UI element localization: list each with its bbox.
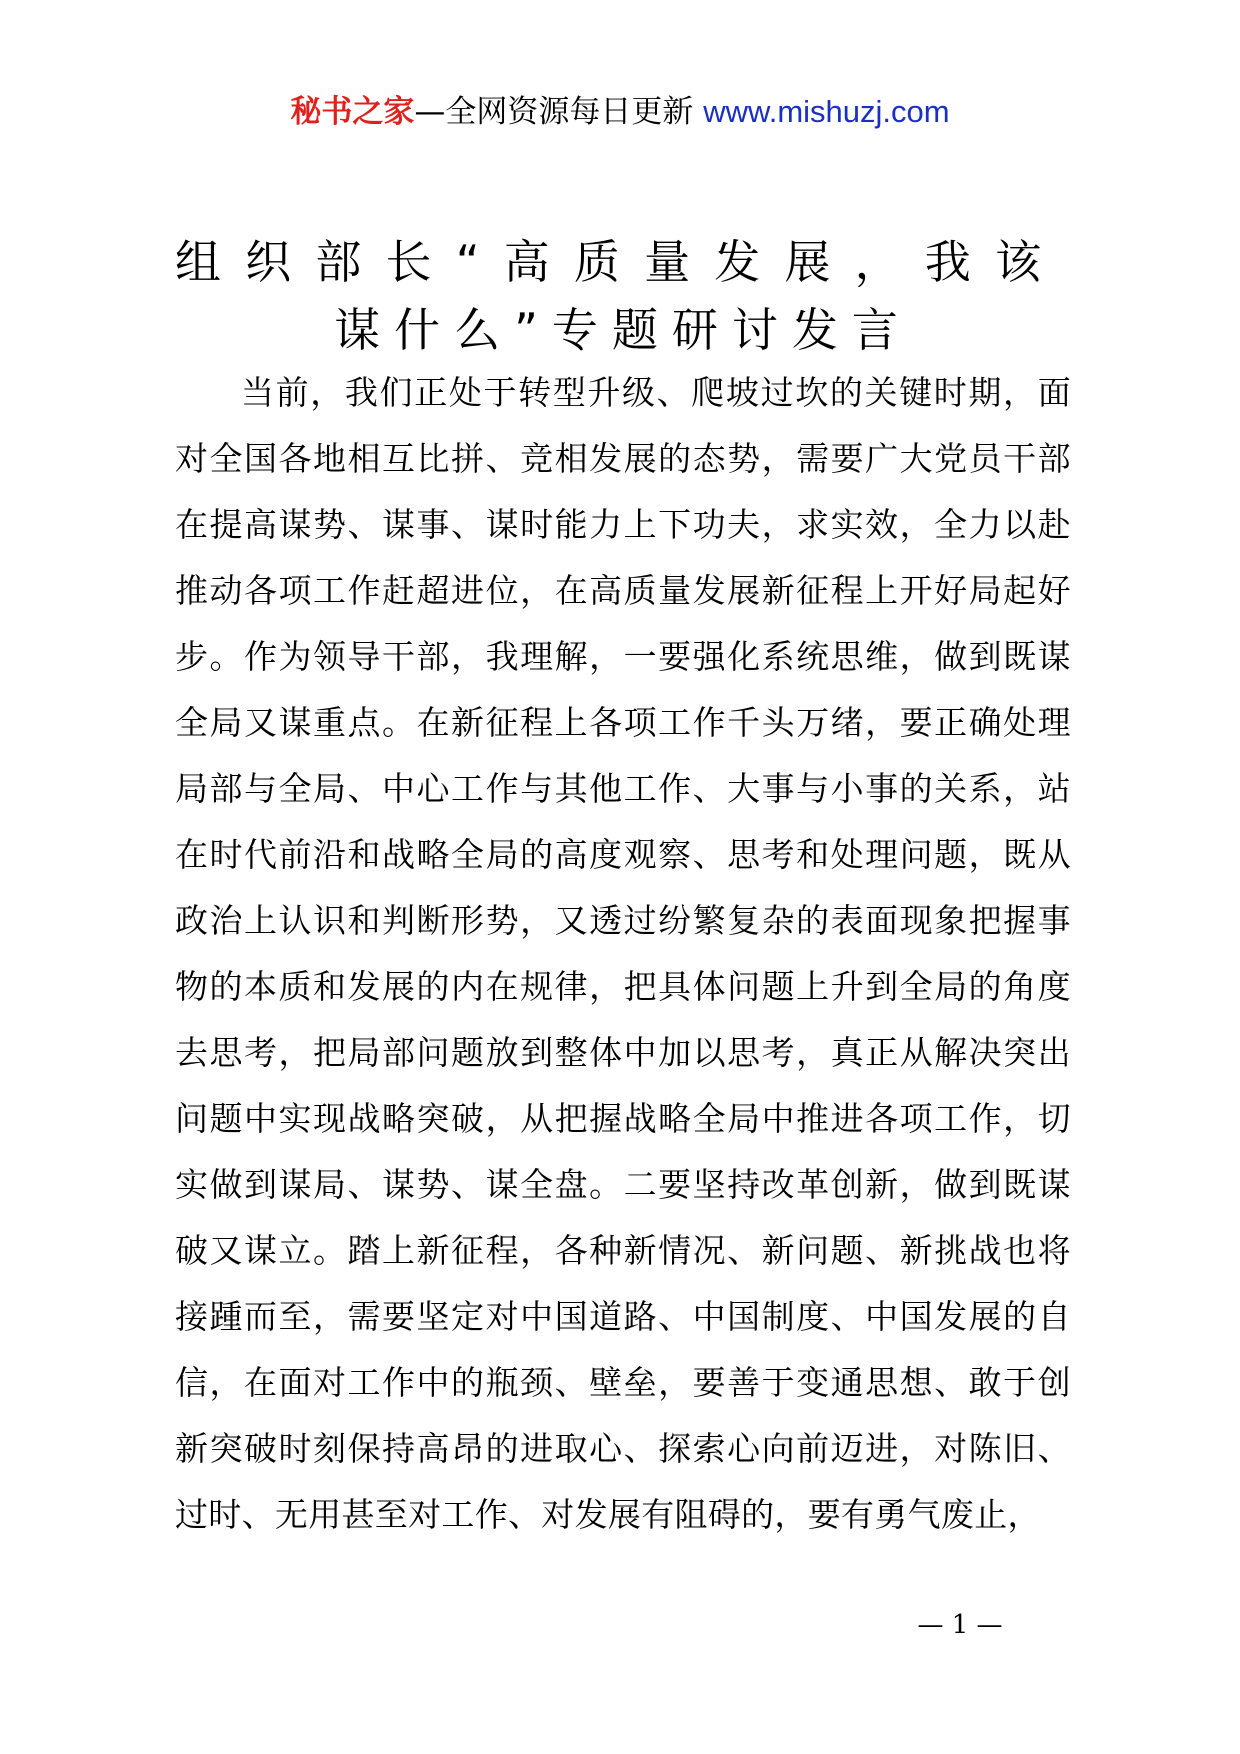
document-body-paragraph: 当前，我们正处于转型升级、爬坡过坎的关键时期，面对全国各地相互比拼、竞相发展的态势，需要广大党员干部在提高谋势、谋事、谋时能力上下功夫，求实效，全力以赴推动各项工作赶超进位，在高质量发展新征程上开好局起好步。作为领导干部，我理解，一要强化系统思维，做到既谋全局又谋重点。在新征程上各项工作千头万绪，要正确处理局部与全局、中心工作与其他工作、大事与小事的关系，站在时代前沿和战略全局的高度观察、思考和处理问题，既从政治上认识和判断形势，又透过纷繁复杂的表面现象把握事物的本质和发展的内在规律，把具体问题上升到全局的角度去思考，把局部问题放到整体中加以思考，真正从解决突出问题中实现战略突破，从把握战略全局中推进各项工作，切实做到谋局、谋势、谋全盘。二要坚持改革创新，做到既谋破又谋立。踏上新征程，各种新情况、新问题、新挑战也将接踵而至，需要坚定对中国道路、中国制度、中国发展的自信，在面对工作中的瓶颈、壁垒，要善于变通思想、敢于创新突破时刻保持高昂的进取心、探索心向前迈进，对陈旧、过时、无用甚至对工作、对发展有阻碍的，要有勇气废止，: [175, 373, 1071, 1534]
site-url-link[interactable]: www.mishuzj.com: [703, 94, 950, 129]
site-tagline: —全网资源每日更新: [414, 94, 694, 130]
site-brand: 秘书之家: [290, 94, 415, 130]
site-header: [0, 92, 1240, 132]
document-title: [175, 228, 1071, 364]
document-title-line-2: 谋什么”专题研讨发言: [334, 303, 912, 357]
document-title-line-1: 组织部长“高质量发展，我该: [175, 235, 1055, 289]
page-number: — 1 —: [917, 1610, 1003, 1640]
